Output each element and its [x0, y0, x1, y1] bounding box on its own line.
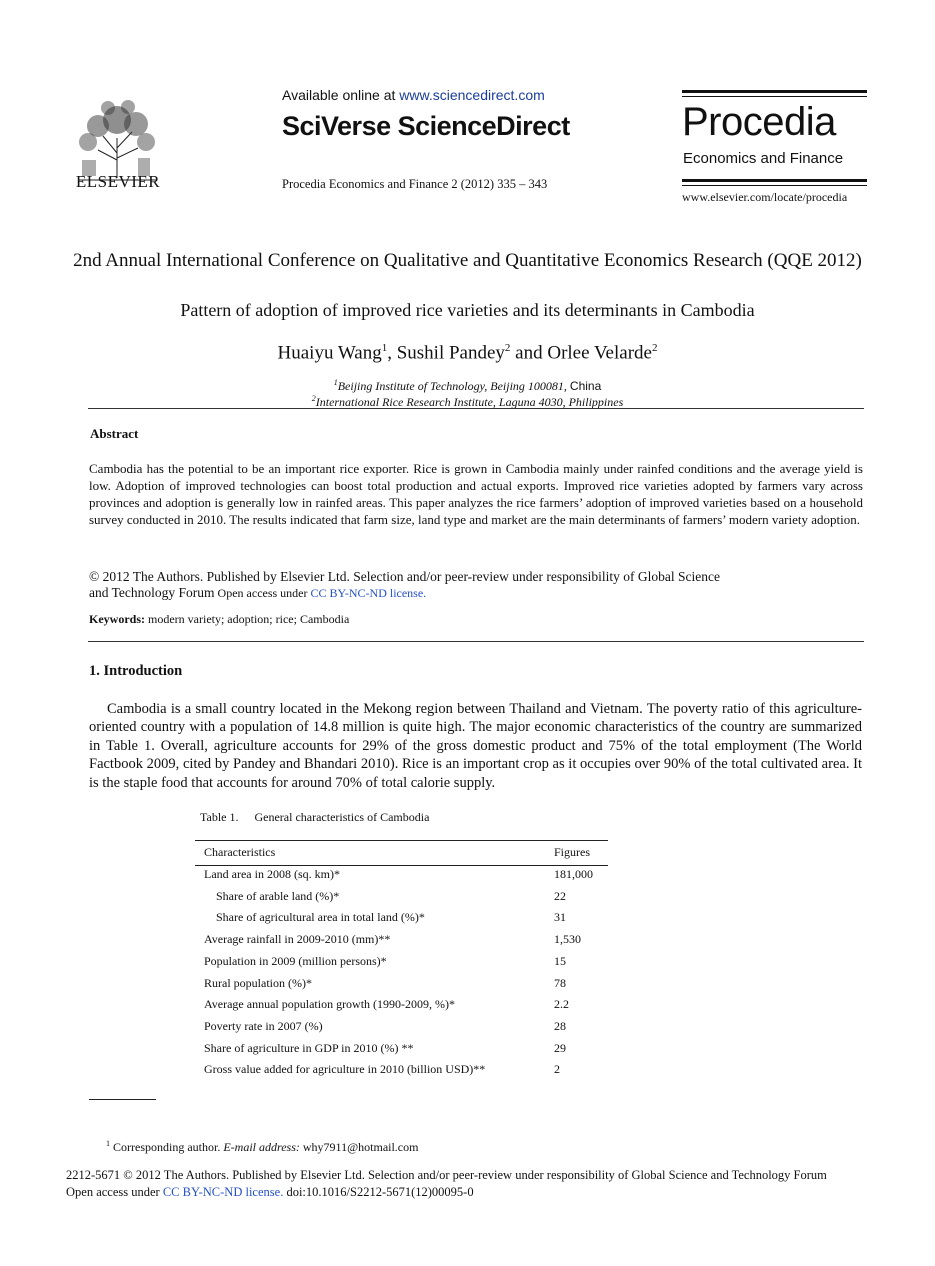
table-row-value: 28: [554, 1019, 566, 1033]
table-row-label: Rural population (%)*: [204, 976, 312, 990]
author-list: [0, 342, 935, 364]
table-row-value: 78: [554, 976, 566, 990]
divider: [88, 408, 864, 409]
author-affil-sup: 2: [651, 342, 658, 354]
email-address[interactable]: why7911@hotmail.com: [299, 1140, 419, 1154]
table-row-value: 2: [554, 1062, 560, 1076]
platform-name: SciVerse ScienceDirect: [282, 111, 570, 141]
table-caption: [200, 810, 429, 825]
brand-rule-top: [682, 90, 867, 93]
affiliation-2: $^2$International Rice Research Institute, Laguna 4030, Philippines: [311, 394, 624, 409]
availability-line: [282, 87, 545, 103]
table-header-figures: Figures: [554, 845, 590, 859]
journal-brand: Procedia: [682, 100, 836, 144]
table-header-characteristics: Characteristics: [204, 845, 276, 859]
brand-rule-top-thin: [682, 96, 867, 97]
table-row-label: Share of arable land (%)*: [216, 889, 340, 903]
intro-paragraph: Cambodia is a small country located in the Mekong region between Thailand and Vietnam. The poverty ratio of this agriculture-oriented country with a population of 14.8 million is quite high. The major economic characteristics of the country are summarized in Table 1. Overall, agriculture accounts for 29% of the gross domestic product and 75% of the total employment (The World Factbook 2009, cited by Pandey and Bhandari 2010). Rice is an important crop as it occupies over 90% of the total cultivated area. It is the staple food that accounts for around 70% of total calorie supply.: [89, 701, 862, 791]
footer-copyright: 2212-5671 © 2012 The Authors. Published by Elsevier Ltd. Selection and/or peer-review under responsibility of Global Science and Technology Forum: [66, 1168, 827, 1182]
table-row-value: 31: [554, 910, 566, 924]
conference-name: 2nd Annual International Conference on Qualitative and Quantitative Economics Research (QQE 2012): [73, 250, 862, 271]
brand-rule-bottom-thin: [682, 185, 867, 186]
table-row-label: Average annual population growth (1990-2009, %)*: [204, 997, 456, 1011]
corresponding-author-footnote: $^1$ Corresponding author. E-mail address: why7911@hotmail.com: [106, 1139, 419, 1154]
author-affil-sup: 1: [381, 342, 388, 354]
table-row-value: 1,530: [554, 932, 581, 946]
divider: [88, 641, 864, 642]
journal-citation: Procedia Economics and Finance 2 (2012) 335 – 343: [282, 177, 548, 191]
table-title: General characteristics of Cambodia: [254, 810, 430, 824]
doi: doi:10.1016/S2212-5671(12)00095-0: [283, 1185, 474, 1199]
copyright-notice: © 2012 The Authors. Published by Elsevier Ltd. Selection and/or peer-review under responsibility of Global Science and Technology Forum Open access under CC BY-NC-ND license.: [89, 569, 720, 600]
section-heading: 1. Introduction: [89, 663, 183, 679]
footer-license-link[interactable]: CC BY-NC-ND license.: [162, 1185, 284, 1199]
license-link[interactable]: CC BY-NC-ND license.: [310, 586, 427, 600]
table-row-value: 22: [554, 889, 566, 903]
keywords-list: modern variety; adoption; rice; Cambodia: [145, 612, 350, 626]
keywords: [89, 612, 349, 627]
journal-url[interactable]: www.elsevier.com/locate/procedia: [682, 190, 848, 204]
author-name: Sushil Pandey: [396, 342, 505, 364]
journal-subtitle: Economics and Finance: [683, 150, 844, 167]
table-row-label: Population in 2009 (million persons)*: [204, 954, 387, 968]
abstract-text: Cambodia has the potential to be an important rice exporter. Rice is grown in Cambodia mainly under rainfed conditions and the average yield is low. Adoption of improved technologies can boost total production and actual exports. Improved rice varieties adopted by farmers vary across provinces and adoption is generally low in rainfed areas. This paper analyzes the rice farmers’ adoption of improved varieties based on a household survey conducted in 2010. The results indicated that farm size, land type and market are the main determinants of farmers’ modern variety adoption.: [89, 461, 863, 527]
brand-rule-bottom: [682, 179, 867, 182]
sciencedirect-link[interactable]: www.sciencedirect.com: [399, 87, 545, 103]
author-affil-sup: 2: [504, 342, 511, 354]
author-separator: ,: [387, 342, 397, 364]
table-rule-top: [195, 840, 608, 841]
available-prefix: Available online at: [282, 87, 400, 103]
table-label: Table 1.: [200, 810, 239, 824]
table-row-label: Land area in 2008 (sq. km)*: [204, 867, 340, 881]
keywords-label: Keywords:: [89, 612, 145, 626]
table-rule-header: [195, 865, 608, 866]
author-name: Orlee Velarde: [547, 342, 652, 364]
table-row-value: 29: [554, 1041, 566, 1055]
table-row-label: Poverty rate in 2007 (%): [204, 1019, 323, 1033]
table-row-label: Average rainfall in 2009-2010 (mm)**: [204, 932, 391, 946]
table-row-value: 15: [554, 954, 566, 968]
affiliation-1: $^1$Beijing Institute of Technology, Beijing 100081, China: [333, 378, 602, 393]
publisher-name: ELSEVIER: [75, 172, 161, 191]
table-row-value: 2.2: [554, 997, 569, 1011]
table-row-value: 181,000: [554, 867, 593, 881]
paper-title: Pattern of adoption of improved rice varieties and its determinants in Cambodia: [180, 300, 755, 320]
author-separator: and: [510, 342, 548, 364]
table-row-label: Gross value added for agriculture in 2010 (billion USD)**: [204, 1062, 486, 1076]
page-footer: 2212-5671 © 2012 The Authors. Published by Elsevier Ltd. Selection and/or peer-review under responsibility of Global Science and Technology Forum Open access under CC BY-NC-ND license. doi:10.1016/S2212-5671(12)00095-0: [66, 1168, 827, 1199]
abstract-heading: Abstract: [90, 426, 139, 441]
table-row-label: Share of agricultural area in total land (%)*: [216, 910, 425, 924]
footnote-rule: [89, 1099, 156, 1100]
author-name: Huaiyu Wang: [277, 342, 382, 364]
table-row-label: Share of agriculture in GDP in 2010 (%) **: [204, 1041, 414, 1055]
